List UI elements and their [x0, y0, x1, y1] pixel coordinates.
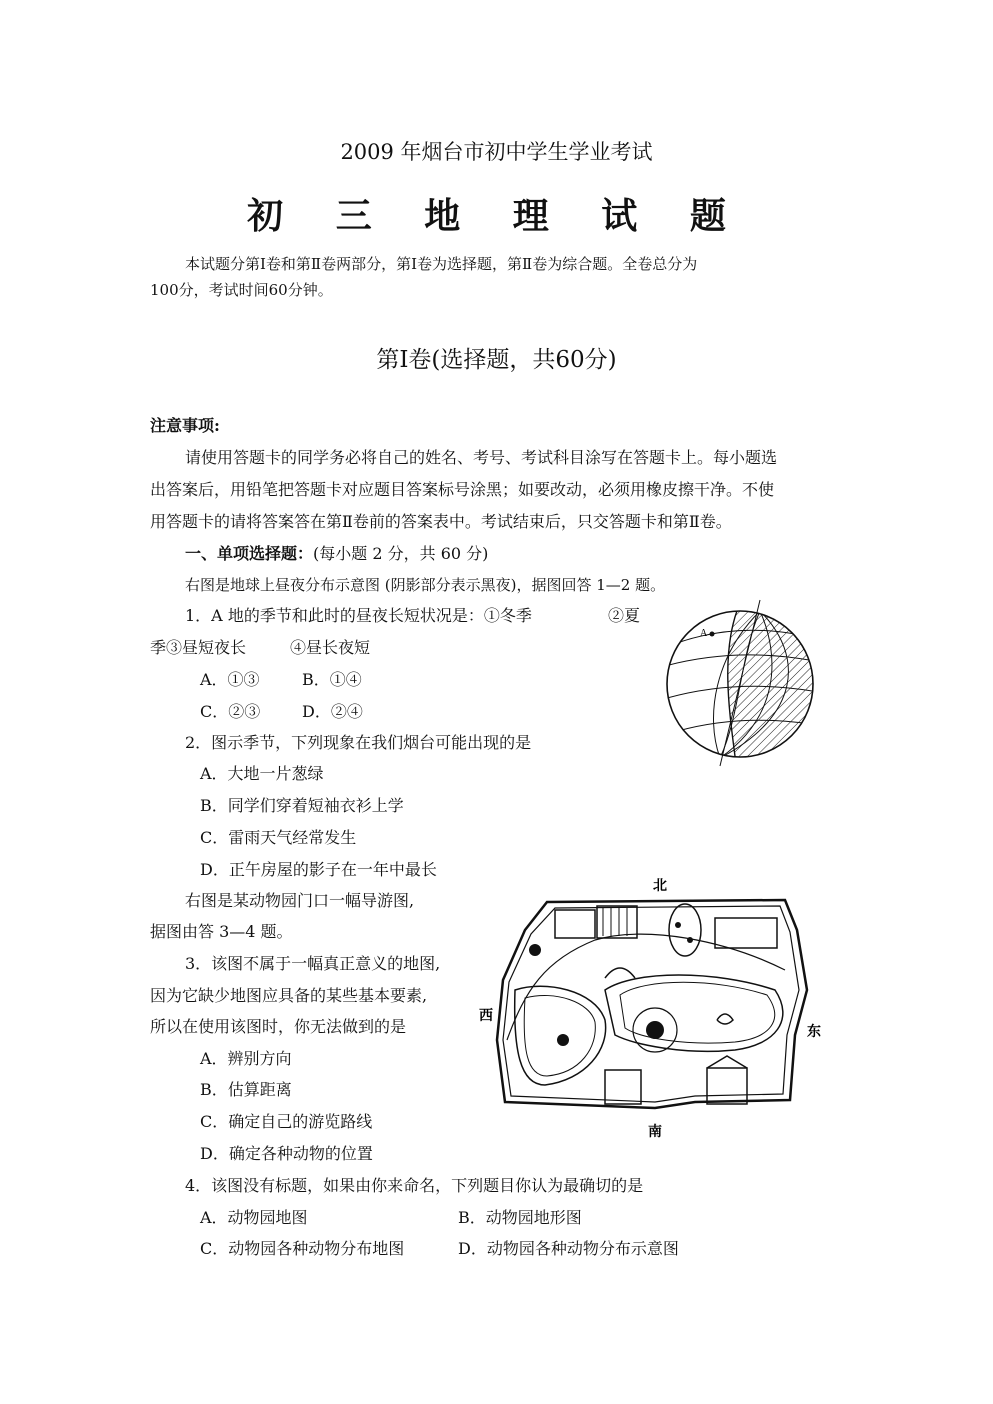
globe-point-a-label: A — [700, 628, 708, 639]
group2-intro-line1: 右图是某动物园门口一幅导游图, — [185, 891, 415, 910]
q1-stem-line2b: ④昼长夜短 — [290, 638, 371, 657]
zoo-guide-map — [479, 870, 825, 1140]
q2-stem: 2．图示季节，下列现象在我们烟台可能出现的是 — [185, 733, 532, 752]
notice-line-2: 出答案后，用铅笔把答题卡对应题目答案标号涂黑；如要改动，必须用橡皮擦干净。不使 — [150, 480, 775, 499]
notice-line-3: 用答题卡的请将答案答在第Ⅱ卷前的答案表中。考试结束后，只交答题卡和第Ⅱ卷。 — [150, 512, 732, 531]
q1-option-a: A．①③ — [200, 670, 260, 689]
exam-year-title: 2009 年烟台市初中学生学业考试 — [340, 140, 653, 164]
notice-line-1: 请使用答题卡的同学务必将自己的姓名、考号、考试科目涂写在答题卡上。每小题选 — [185, 448, 778, 467]
q3-option-d: D．确定各种动物的位置 — [200, 1144, 373, 1163]
map-west-label: 西 — [479, 1008, 493, 1024]
notice-heading: 注意事项: — [150, 416, 220, 435]
page-title: 初 三 地 理 试 题 — [247, 195, 746, 237]
q4-stem: 4．该图没有标题，如果由你来命名，下列题目你认为最确切的是 — [185, 1176, 644, 1195]
part-one-title: 第Ⅰ卷(选择题，共60分) — [376, 347, 617, 373]
map-north-label: 北 — [653, 878, 667, 894]
section-one-heading — [185, 544, 488, 564]
intro-line-2: 100分，考试时间60分钟。 — [150, 281, 333, 299]
section-one-title: 一、单项选择题： — [185, 544, 314, 563]
q4-option-c: C．动物园各种动物分布地图 — [200, 1239, 405, 1258]
q2-option-b: B．同学们穿着短袖衣衫上学 — [200, 796, 404, 815]
q4-option-a: A．动物园地图 — [200, 1208, 308, 1227]
q1-option-d: D．②④ — [302, 702, 363, 721]
q3-stem-line1: 3．该图不属于一幅真正意义的地图, — [185, 954, 441, 973]
q2-option-d: D．正午房屋的影子在一年中最长 — [200, 860, 437, 879]
q3-option-b: B．估算距离 — [200, 1080, 292, 1099]
map-south-label: 南 — [648, 1124, 662, 1140]
q3-option-c: C．确定自己的游览路线 — [200, 1112, 373, 1131]
q2-option-a: A．大地一片葱绿 — [200, 764, 324, 783]
intro-line-1: 本试题分第Ⅰ卷和第Ⅱ卷两部分，第Ⅰ卷为选择题，第Ⅱ卷为综合题。全卷总分为 — [185, 255, 698, 273]
q1-option-c: C．②③ — [200, 702, 261, 721]
q2-option-c: C．雷雨天气经常发生 — [200, 828, 357, 847]
section-one-score-note: (每小题 2 分，共 60 分) — [313, 544, 489, 563]
q1-stem-line2a: 季③昼短夜长 — [150, 638, 247, 657]
q3-option-a: A．辨别方向 — [200, 1049, 292, 1068]
map-east-label: 东 — [807, 1024, 821, 1040]
q4-option-b: B．动物园地形图 — [458, 1208, 582, 1227]
q3-stem-line2: 因为它缺少地图应具备的某些基本要素, — [150, 986, 428, 1005]
q3-stem-line3: 所以在使用该图时，你无法做到的是 — [150, 1017, 407, 1036]
q1-stem-line1-end: ②夏 — [608, 606, 641, 625]
q1-stem-line1: 1．A 地的季节和此时的昼夜长短状况是：①冬季 — [185, 606, 532, 625]
q4-option-d: D．动物园各种动物分布示意图 — [458, 1239, 679, 1258]
globe-day-night-figure — [660, 606, 830, 766]
group2-intro-line2: 据图由答 3—4 题。 — [150, 922, 293, 941]
group1-intro: 右图是地球上昼夜分布示意图 (阴影部分表示黑夜)，据图回答 1—2 题。 — [185, 576, 666, 594]
q1-option-b: B．①④ — [302, 670, 362, 689]
